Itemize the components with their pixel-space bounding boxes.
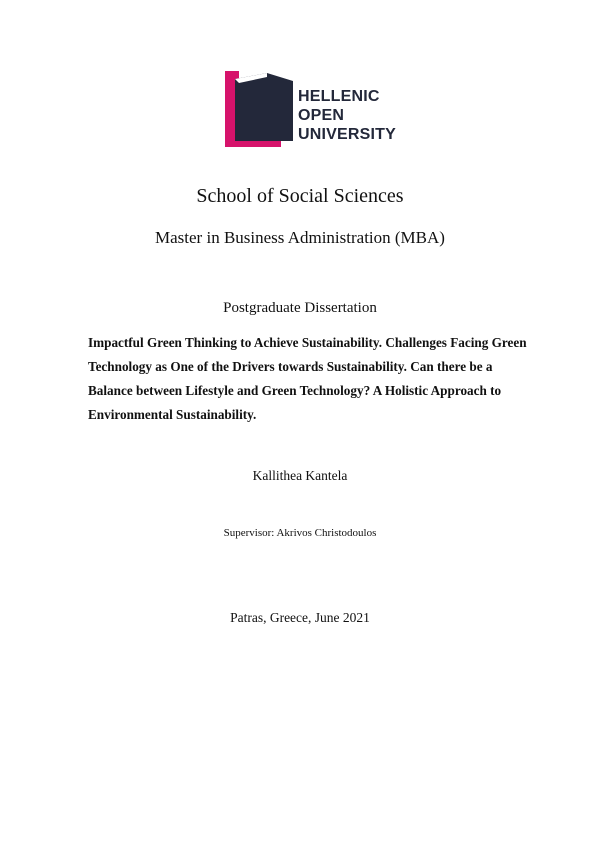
university-logo <box>225 71 395 147</box>
logo-line-3: UNIVERSITY <box>298 126 397 143</box>
program-name: Master in Business Administration (MBA) <box>155 228 445 247</box>
logo-emblem <box>225 71 295 147</box>
place-date: Patras, Greece, June 2021 <box>230 610 370 625</box>
logo-wordmark <box>298 87 396 144</box>
logo-line-2: OPEN <box>298 107 345 124</box>
supervisor-line: Supervisor: Akrivos Christodoulos <box>223 527 377 539</box>
dissertation-title: Impactful Green Thinking to Achieve Sustainability. Challenges Facing Green Technology as One of the Drivers towards Sustainability. Can there be a Balance between Lifestyle and Green Technology? A Holistic Approach to Environmental Sustainability. <box>88 335 527 422</box>
logo-line-1: HELLENIC <box>298 88 380 105</box>
school-name: School of Social Sciences <box>196 185 404 207</box>
author-name: Kallithea Kantela <box>252 468 348 483</box>
dissertation-type: Postgraduate Dissertation <box>223 300 377 316</box>
